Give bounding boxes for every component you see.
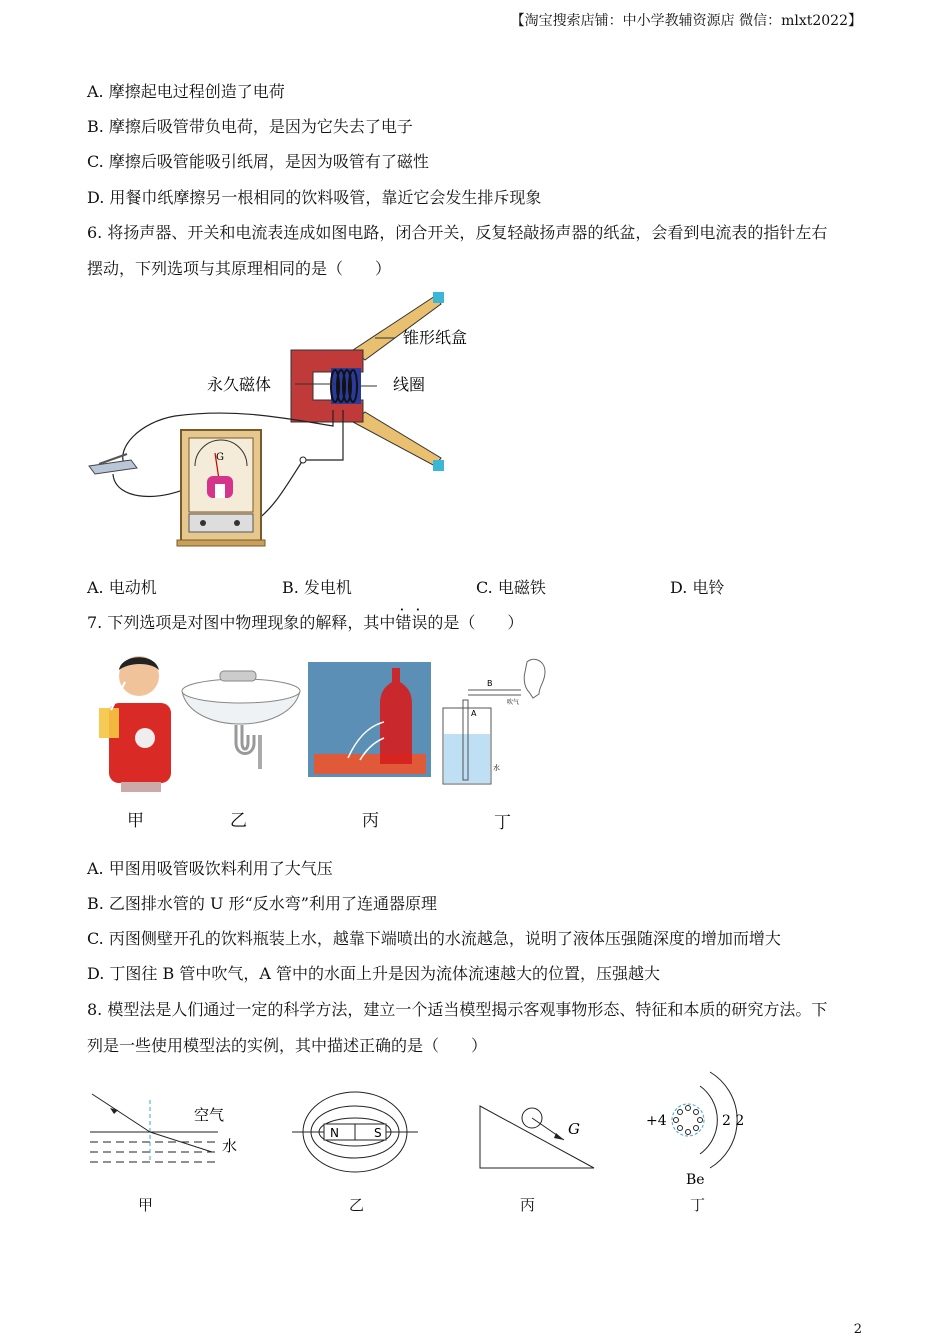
q7-figure-yi-sink bbox=[180, 665, 302, 775]
air-label: 空气 bbox=[194, 1106, 225, 1124]
blow-label: 吹气 bbox=[507, 699, 520, 706]
q5-option-b: B. 摩擦后吸管带负电荷，是因为它失去了电子 bbox=[87, 117, 413, 136]
q5-option-d: D. 用餐巾纸摩擦另一根相同的饮料吸管，靠近它会发生排斥现象 bbox=[87, 188, 542, 207]
water-label-8: 水 bbox=[222, 1137, 238, 1155]
q8-caption-jia: 甲 bbox=[138, 1196, 154, 1214]
q8-caption-bing: 丙 bbox=[520, 1196, 536, 1214]
q7-stem-post: 的是（ ） bbox=[427, 613, 524, 632]
page-number: 2 bbox=[853, 1322, 862, 1337]
q6-option-c: C. 电磁铁 bbox=[476, 578, 546, 597]
q8-caption-yi: 乙 bbox=[349, 1196, 365, 1214]
coil-label: 线圈 bbox=[393, 375, 426, 394]
q6-speaker-circuit-figure bbox=[85, 288, 505, 553]
q7-option-a: A. 甲图用吸管吸饮料利用了大气压 bbox=[87, 859, 333, 878]
q7-option-d: D. 丁图往 B 管中吹气，A 管中的水面上升是因为流体流速越大的位置，压强越大 bbox=[87, 964, 661, 983]
q6-option-a: A. 电动机 bbox=[87, 578, 157, 597]
q7-stem bbox=[87, 613, 523, 633]
q6-stem-line2: 摆动，下列选项与其原理相同的是（ ） bbox=[87, 259, 392, 278]
q7-option-c: C. 丙图侧壁开孔的饮料瓶装上水，越靠下端喷出的水流越急，说明了液体压强随深度的增加而增大 bbox=[87, 929, 781, 948]
meter-g-label: G bbox=[216, 452, 224, 463]
magnet-label: 永久磁体 bbox=[207, 375, 272, 394]
q8-figure-ding-atom bbox=[644, 1066, 764, 1188]
force-g-label: G bbox=[568, 1120, 580, 1138]
q7-caption-jia: 甲 bbox=[127, 811, 144, 831]
q7-figure-ding-beaker bbox=[435, 652, 553, 788]
q6-stem-line1: 6. 将扬声器、开关和电流表连成如图电路，闭合开关，反复轻敲扬声器的纸盆，会看到电流表的指针左右 bbox=[87, 223, 828, 242]
tube-a-label: A bbox=[471, 709, 477, 718]
element-label: Be bbox=[686, 1172, 705, 1188]
water-label: 水 bbox=[493, 764, 500, 772]
q7-option-b: B. 乙图排水管的 U 形“反水弯”利用了连通器原理 bbox=[87, 894, 437, 913]
q5-option-a: A. 摩擦起电过程创造了电荷 bbox=[87, 82, 285, 101]
q7-caption-yi: 乙 bbox=[230, 811, 247, 831]
page-header: 【淘宝搜索店铺：中小学教辅资源店 微信：mlxt2022】 bbox=[510, 13, 862, 29]
q7-stem-pre: 7. 下列选项是对图中物理现象的解释，其中 bbox=[87, 613, 396, 632]
magnet-n-label: N bbox=[330, 1126, 339, 1140]
q7-caption-bing: 丙 bbox=[362, 811, 379, 831]
q5-option-c: C. 摩擦后吸管能吸引纸屑，是因为吸管有了磁性 bbox=[87, 152, 429, 171]
q8-stem-line2: 列是一些使用模型法的实例，其中描述正确的是（ ） bbox=[87, 1036, 488, 1055]
nucleus-charge-label: +4 bbox=[646, 1113, 667, 1129]
q6-option-d: D. 电铃 bbox=[670, 578, 725, 597]
q8-stem-line1: 8. 模型法是人们通过一定的科学方法，建立一个适当模型揭示客观事物形态、特征和本质的研究方法。下 bbox=[87, 1000, 828, 1019]
q7-figure-bing-bottle bbox=[308, 662, 431, 777]
magnet-s-label: S bbox=[374, 1126, 382, 1140]
cone-label: 锥形纸盒 bbox=[403, 328, 468, 347]
shell-electrons-label: 2 2 bbox=[722, 1113, 745, 1129]
tube-b-label: B bbox=[487, 679, 493, 688]
q7-figure-jia-boy bbox=[95, 648, 175, 794]
q7-stem-emphasis-2: 误 bbox=[411, 613, 428, 632]
q6-option-b: B. 发电机 bbox=[282, 578, 352, 597]
q8-figure-bing-incline bbox=[476, 1100, 600, 1172]
q7-caption-ding: 丁 bbox=[494, 813, 511, 833]
q8-caption-ding: 丁 bbox=[690, 1196, 706, 1214]
q8-figure-yi-magnet-field bbox=[290, 1078, 420, 1188]
q8-figure-jia-refraction bbox=[86, 1090, 246, 1170]
q7-stem-emphasis-1: 错 bbox=[395, 613, 412, 632]
